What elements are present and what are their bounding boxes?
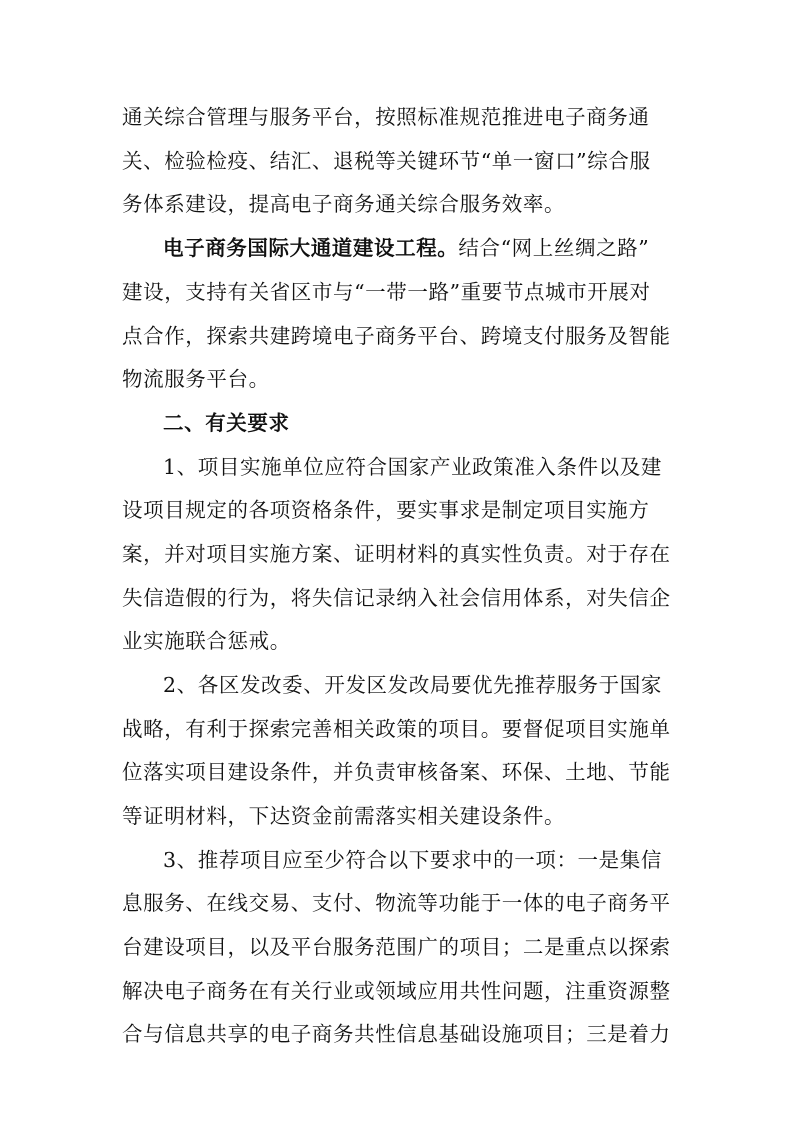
section-heading: 二、有关要求 [163,411,290,435]
paragraph-5-line-2: 息服务、在线交易、支付、物流等功能于一体的电子商务平 [122,891,671,915]
paragraph-3-line-3: 案，并对项目实施方案、证明材料的真实性负责。对于存在 [122,542,671,566]
paragraph-2-bold-lead: 电子商务国际大通道建设工程。 [163,236,459,260]
paragraph-5-line-4: 解决电子商务在有关行业或领域应用共性问题，注重资源整 [122,979,671,1003]
paragraph-1-line-3: 务体系建设，提高电子商务通关综合服务效率。 [122,192,566,216]
paragraph-3-line-5: 业实施联合惩戒。 [122,629,291,653]
paragraph-5-line-5: 合与信息共享的电子商务共性信息基础设施项目；三是着力 [122,1022,671,1046]
paragraph-2-line-4: 物流服务平台。 [122,367,270,391]
paragraph-5-line-1: 3、推荐项目应至少符合以下要求中的一项：一是集信 [163,848,662,872]
paragraph-1-line-2: 关、检验检疫、结汇、退税等关键环节“单一窗口”综合服 [122,149,651,173]
paragraph-5-line-3: 台建设项目，以及平台服务范围广的项目；二是重点以探索 [122,935,671,959]
paragraph-3-line-4: 失信造假的行为，将失信记录纳入社会信用体系，对失信企 [122,586,671,610]
paragraph-4-line-2: 战略，有利于探索完善相关政策的项目。要督促项目实施单 [122,717,671,741]
paragraph-2-first-line-rest: 结合“网上丝绸之路” [458,236,650,260]
paragraph-3-line-2: 设项目规定的各项资格条件，要实事求是制定项目实施方 [122,498,650,522]
paragraph-3-line-1: 1、项目实施单位应符合国家产业政策准入条件以及建 [163,455,662,479]
paragraph-4-line-4: 等证明材料，下达资金前需落实相关建设条件。 [122,804,566,828]
paragraph-1-line-1: 通关综合管理与服务平台，按照标准规范推进电子商务通 [122,105,650,129]
paragraph-2-line-2: 建设，支持有关省区市与“一带一路”重要节点城市开展对 [122,280,651,304]
paragraph-4-line-3: 位落实项目建设条件，并负责审核备案、环保、土地、节能 [122,760,671,784]
paragraph-2-line-3: 点合作，探索共建跨境电子商务平台、跨境支付服务及智能 [122,324,671,348]
paragraph-4-line-1: 2、各区发改委、开发区发改局要优先推荐服务于国家 [163,673,662,697]
paragraph-2-line-1 [163,234,682,262]
